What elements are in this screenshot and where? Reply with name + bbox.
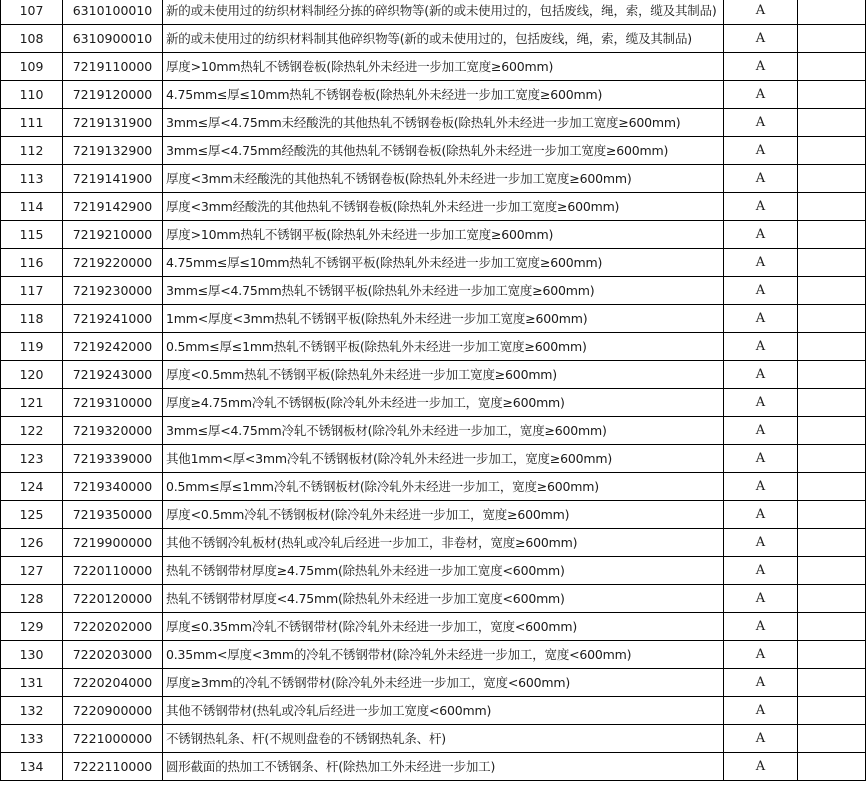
row-description-cell[interactable] — [163, 529, 724, 557]
row-code-cell[interactable]: 7219310000 — [63, 389, 163, 417]
row-description-text: 不锈钢热轧条、杆(不规则盘卷的不锈钢热轧条、杆) — [166, 731, 446, 746]
row-description-cell[interactable] — [163, 389, 724, 417]
row-seq-cell[interactable]: 109 — [1, 53, 63, 81]
row-empty-cell[interactable] — [798, 165, 866, 193]
row-description-cell[interactable] — [163, 277, 724, 305]
row-category-cell[interactable]: A — [724, 697, 798, 725]
row-code-cell[interactable]: 7219340000 — [63, 473, 163, 501]
row-description-cell[interactable] — [163, 417, 724, 445]
table-row[interactable] — [1, 557, 866, 585]
table-row[interactable] — [1, 25, 866, 53]
row-description-text: 其他不锈钢冷轧板材(热轧或冷轧后经进一步加工，非卷材，宽度≥600mm) — [166, 535, 578, 550]
row-description-cell[interactable] — [163, 501, 724, 529]
row-category-cell[interactable]: A — [724, 361, 798, 389]
row-description-text: 圆形截面的热加工不锈钢条、杆(除热加工外未经进一步加工) — [166, 759, 496, 774]
row-seq-cell[interactable]: 123 — [1, 445, 63, 473]
row-description-cell[interactable] — [163, 221, 724, 249]
row-category-cell[interactable]: A — [724, 193, 798, 221]
row-description-text: 3mm≤厚<4.75mm经酸洗的其他热轧不锈钢卷板(除热轧外未经进一步加工宽度≥600mm) — [166, 143, 669, 158]
row-category-cell[interactable]: A — [724, 613, 798, 641]
row-code-cell[interactable]: 7219350000 — [63, 501, 163, 529]
row-seq-cell[interactable]: 122 — [1, 417, 63, 445]
row-empty-cell[interactable] — [798, 0, 866, 25]
row-description-text: 3mm≤厚<4.75mm冷轧不锈钢板材(除冷轧外未经进一步加工，宽度≥600mm) — [166, 423, 607, 438]
table-row[interactable] — [1, 417, 866, 445]
row-category-cell[interactable]: A — [724, 305, 798, 333]
row-category-cell[interactable]: A — [724, 25, 798, 53]
table-row[interactable] — [1, 641, 866, 669]
row-seq-cell[interactable]: 127 — [1, 557, 63, 585]
row-category-cell[interactable]: A — [724, 333, 798, 361]
row-category-cell[interactable]: A — [724, 725, 798, 753]
table-row[interactable] — [1, 333, 866, 361]
row-description-text: 热轧不锈钢带材厚度<4.75mm(除热轧外未经进一步加工宽度<600mm) — [166, 591, 565, 606]
row-description-cell[interactable] — [163, 641, 724, 669]
row-description-cell[interactable] — [163, 53, 724, 81]
table-row[interactable] — [1, 137, 866, 165]
row-description-text: 厚度≥4.75mm冷轧不锈钢板(除冷轧外未经进一步加工，宽度≥600mm) — [166, 395, 565, 410]
row-description-cell[interactable] — [163, 249, 724, 277]
table-row[interactable] — [1, 53, 866, 81]
row-seq-cell[interactable]: 116 — [1, 249, 63, 277]
row-empty-cell[interactable] — [798, 725, 866, 753]
table-row[interactable] — [1, 249, 866, 277]
row-category-cell[interactable]: A — [724, 389, 798, 417]
row-description-text: 新的或未使用过的纺织材料制其他碎织物等(新的或未使用过的，包括废线，绳，索，缆及其制品) — [166, 31, 692, 46]
row-empty-cell[interactable] — [798, 305, 866, 333]
row-empty-cell[interactable] — [798, 361, 866, 389]
row-seq-cell[interactable]: 110 — [1, 81, 63, 109]
row-empty-cell[interactable] — [798, 109, 866, 137]
row-code-cell[interactable]: 7221000000 — [63, 725, 163, 753]
row-code-cell[interactable]: 7220203000 — [63, 641, 163, 669]
table-row[interactable] — [1, 361, 866, 389]
row-description-cell[interactable] — [163, 137, 724, 165]
row-empty-cell[interactable] — [798, 25, 866, 53]
table-row[interactable] — [1, 697, 866, 725]
row-empty-cell[interactable] — [798, 389, 866, 417]
row-description-text: 厚度≥3mm的冷轧不锈钢带材(除冷轧外未经进一步加工，宽度<600mm) — [166, 675, 571, 690]
row-code-cell[interactable]: 7220900000 — [63, 697, 163, 725]
row-code-cell[interactable]: 7219230000 — [63, 277, 163, 305]
row-empty-cell[interactable] — [798, 501, 866, 529]
row-code-cell[interactable]: 7219339000 — [63, 445, 163, 473]
row-description-text: 厚度>10mm热轧不锈钢平板(除热轧外未经进一步加工宽度≥600mm) — [166, 227, 554, 242]
row-description-text: 0.5mm≤厚≤1mm冷轧不锈钢板材(除冷轧外未经进一步加工，宽度≥600mm) — [166, 479, 599, 494]
row-description-text: 其他1mm<厚<3mm冷轧不锈钢板材(除冷轧外未经进一步加工，宽度≥600mm) — [166, 451, 612, 466]
row-category-cell[interactable]: A — [724, 473, 798, 501]
row-description-cell[interactable] — [163, 697, 724, 725]
row-code-cell[interactable]: 7219243000 — [63, 361, 163, 389]
table-body — [1, 0, 866, 781]
row-code-cell[interactable]: 7222110000 — [63, 753, 163, 781]
row-category-cell[interactable]: A — [724, 445, 798, 473]
row-seq-cell[interactable]: 128 — [1, 585, 63, 613]
row-description-text: 1mm<厚度<3mm热轧不锈钢平板(除热轧外未经进一步加工宽度≥600mm) — [166, 311, 588, 326]
row-code-cell[interactable]: 7219241000 — [63, 305, 163, 333]
row-description-text: 4.75mm≤厚≤10mm热轧不锈钢卷板(除热轧外未经进一步加工宽度≥600mm) — [166, 87, 603, 102]
row-description-text: 新的或未使用过的纺织材料制经分拣的碎织物等(新的或未使用过的，包括废线，绳，索，缆及其制品) — [166, 3, 717, 18]
row-code-cell[interactable]: 7219320000 — [63, 417, 163, 445]
row-description-text: 4.75mm≤厚≤10mm热轧不锈钢平板(除热轧外未经进一步加工宽度≥600mm) — [166, 255, 603, 270]
row-seq-cell[interactable]: 124 — [1, 473, 63, 501]
row-code-cell[interactable]: 6310100010 — [63, 0, 163, 25]
row-code-cell[interactable]: 7219110000 — [63, 53, 163, 81]
row-seq-cell[interactable]: 107 — [1, 0, 63, 25]
row-seq-cell[interactable]: 129 — [1, 613, 63, 641]
row-description-cell[interactable] — [163, 445, 724, 473]
row-seq-cell[interactable]: 112 — [1, 137, 63, 165]
row-seq-cell[interactable]: 114 — [1, 193, 63, 221]
row-category-cell[interactable]: A — [724, 501, 798, 529]
table-row[interactable] — [1, 613, 866, 641]
row-code-cell[interactable]: 7219900000 — [63, 529, 163, 557]
row-empty-cell[interactable] — [798, 221, 866, 249]
row-category-cell[interactable]: A — [724, 165, 798, 193]
row-description-text: 3mm≤厚<4.75mm热轧不锈钢平板(除热轧外未经进一步加工宽度≥600mm) — [166, 283, 595, 298]
row-category-cell[interactable]: A — [724, 557, 798, 585]
table-row[interactable] — [1, 277, 866, 305]
row-empty-cell[interactable] — [798, 473, 866, 501]
row-description-text: 厚度≤0.35mm冷轧不锈钢带材(除冷轧外未经进一步加工，宽度<600mm) — [166, 619, 577, 634]
table-row[interactable] — [1, 221, 866, 249]
row-seq-cell[interactable]: 131 — [1, 669, 63, 697]
table-row[interactable] — [1, 109, 866, 137]
row-category-cell[interactable]: A — [724, 53, 798, 81]
table-row[interactable] — [1, 0, 866, 25]
row-empty-cell[interactable] — [798, 613, 866, 641]
row-description-text: 其他不锈钢带材(热轧或冷轧后经进一步加工宽度<600mm) — [166, 703, 492, 718]
row-category-cell[interactable]: A — [724, 417, 798, 445]
row-description-text: 厚度>10mm热轧不锈钢卷板(除热轧外未经进一步加工宽度≥600mm) — [166, 59, 554, 74]
table-row[interactable] — [1, 529, 866, 557]
row-description-cell[interactable] — [163, 725, 724, 753]
row-code-cell[interactable]: 7219131900 — [63, 109, 163, 137]
row-code-cell[interactable]: 7220204000 — [63, 669, 163, 697]
row-code-cell[interactable]: 7219141900 — [63, 165, 163, 193]
table-row[interactable] — [1, 305, 866, 333]
row-empty-cell[interactable] — [798, 529, 866, 557]
row-empty-cell[interactable] — [798, 669, 866, 697]
table-row[interactable] — [1, 193, 866, 221]
row-category-cell[interactable]: A — [724, 249, 798, 277]
row-description-cell[interactable] — [163, 557, 724, 585]
row-description-cell[interactable] — [163, 305, 724, 333]
row-seq-cell[interactable]: 132 — [1, 697, 63, 725]
row-code-cell[interactable]: 7220110000 — [63, 557, 163, 585]
table-row[interactable] — [1, 445, 866, 473]
table-row[interactable] — [1, 753, 866, 781]
row-description-cell[interactable] — [163, 613, 724, 641]
row-empty-cell[interactable] — [798, 81, 866, 109]
table-row[interactable] — [1, 389, 866, 417]
row-empty-cell[interactable] — [798, 53, 866, 81]
row-empty-cell[interactable] — [798, 417, 866, 445]
row-seq-cell[interactable]: 115 — [1, 221, 63, 249]
row-description-text: 0.5mm≤厚≤1mm热轧不锈钢平板(除热轧外未经进一步加工宽度≥600mm) — [166, 339, 587, 354]
row-seq-cell[interactable]: 121 — [1, 389, 63, 417]
row-seq-cell[interactable]: 111 — [1, 109, 63, 137]
row-empty-cell[interactable] — [798, 137, 866, 165]
row-empty-cell[interactable] — [798, 585, 866, 613]
row-description-cell[interactable] — [163, 165, 724, 193]
row-code-cell[interactable]: 7219142900 — [63, 193, 163, 221]
row-description-text: 厚度<3mm未经酸洗的其他热轧不锈钢卷板(除热轧外未经进一步加工宽度≥600mm) — [166, 171, 632, 186]
row-empty-cell[interactable] — [798, 641, 866, 669]
table-row[interactable] — [1, 725, 866, 753]
row-empty-cell[interactable] — [798, 445, 866, 473]
row-category-cell[interactable]: A — [724, 277, 798, 305]
row-category-cell[interactable]: A — [724, 109, 798, 137]
row-seq-cell[interactable]: 125 — [1, 501, 63, 529]
row-description-text: 热轧不锈钢带材厚度≥4.75mm(除热轧外未经进一步加工宽度<600mm) — [166, 563, 565, 578]
row-category-cell[interactable]: A — [724, 641, 798, 669]
row-description-cell[interactable] — [163, 361, 724, 389]
row-seq-cell[interactable]: 108 — [1, 25, 63, 53]
table-row[interactable] — [1, 81, 866, 109]
row-seq-cell[interactable]: 133 — [1, 725, 63, 753]
row-category-cell[interactable]: A — [724, 221, 798, 249]
row-category-cell[interactable]: A — [724, 669, 798, 697]
row-seq-cell[interactable]: 134 — [1, 753, 63, 781]
row-description-text: 0.35mm<厚度<3mm的冷轧不锈钢带材(除冷轧外未经进一步加工，宽度<600mm) — [166, 647, 632, 662]
row-empty-cell[interactable] — [798, 697, 866, 725]
row-empty-cell[interactable] — [798, 249, 866, 277]
row-code-cell[interactable]: 7219132900 — [63, 137, 163, 165]
row-code-cell[interactable]: 6310900010 — [63, 25, 163, 53]
row-empty-cell[interactable] — [798, 557, 866, 585]
table-row[interactable] — [1, 165, 866, 193]
row-seq-cell[interactable]: 113 — [1, 165, 63, 193]
row-description-text: 3mm≤厚<4.75mm未经酸洗的其他热轧不锈钢卷板(除热轧外未经进一步加工宽度≥600mm) — [166, 115, 681, 130]
row-description-cell[interactable] — [163, 193, 724, 221]
row-empty-cell[interactable] — [798, 333, 866, 361]
row-code-cell[interactable]: 7219242000 — [63, 333, 163, 361]
row-category-cell[interactable]: A — [724, 585, 798, 613]
row-empty-cell[interactable] — [798, 753, 866, 781]
row-code-cell[interactable]: 7219210000 — [63, 221, 163, 249]
row-code-cell[interactable]: 7219120000 — [63, 81, 163, 109]
row-description-cell[interactable] — [163, 585, 724, 613]
row-category-cell[interactable]: A — [724, 529, 798, 557]
row-description-cell[interactable] — [163, 473, 724, 501]
row-seq-cell[interactable]: 119 — [1, 333, 63, 361]
row-description-cell[interactable] — [163, 669, 724, 697]
row-seq-cell[interactable]: 118 — [1, 305, 63, 333]
row-category-cell[interactable]: A — [724, 81, 798, 109]
row-description-cell[interactable] — [163, 25, 724, 53]
row-code-cell[interactable]: 7220120000 — [63, 585, 163, 613]
row-seq-cell[interactable]: 117 — [1, 277, 63, 305]
row-description-text: 厚度<0.5mm冷轧不锈钢板材(除冷轧外未经进一步加工，宽度≥600mm) — [166, 507, 570, 522]
row-category-cell[interactable]: A — [724, 0, 798, 25]
row-seq-cell[interactable]: 130 — [1, 641, 63, 669]
table-row[interactable] — [1, 501, 866, 529]
row-empty-cell[interactable] — [798, 193, 866, 221]
row-description-cell[interactable] — [163, 333, 724, 361]
row-category-cell[interactable]: A — [724, 753, 798, 781]
row-description-cell[interactable] — [163, 109, 724, 137]
table-row[interactable] — [1, 473, 866, 501]
row-description-text: 厚度<0.5mm热轧不锈钢平板(除热轧外未经进一步加工宽度≥600mm) — [166, 367, 557, 382]
row-code-cell[interactable]: 7219220000 — [63, 249, 163, 277]
row-seq-cell[interactable]: 120 — [1, 361, 63, 389]
table-row[interactable] — [1, 669, 866, 697]
row-description-text: 厚度<3mm经酸洗的其他热轧不锈钢卷板(除热轧外未经进一步加工宽度≥600mm) — [166, 199, 620, 214]
row-empty-cell[interactable] — [798, 277, 866, 305]
row-category-cell[interactable]: A — [724, 137, 798, 165]
row-description-cell[interactable] — [163, 753, 724, 781]
row-seq-cell[interactable]: 126 — [1, 529, 63, 557]
row-code-cell[interactable]: 7220202000 — [63, 613, 163, 641]
row-description-cell[interactable] — [163, 81, 724, 109]
table-row[interactable] — [1, 585, 866, 613]
row-description-cell[interactable] — [163, 0, 724, 25]
